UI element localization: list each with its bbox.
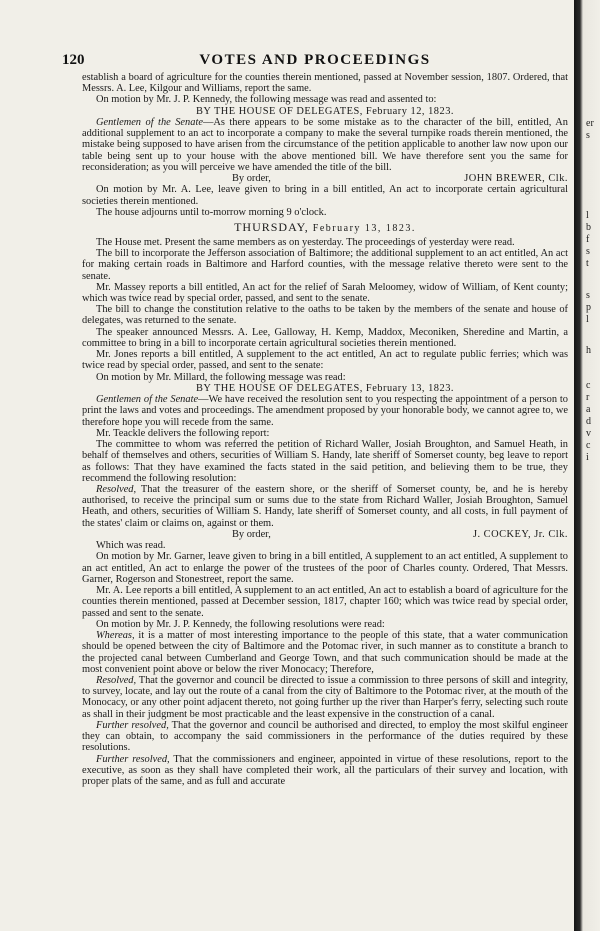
- page-number: 120: [62, 52, 85, 68]
- resolution: [82, 720, 568, 754]
- whereas-label: Whereas,: [96, 630, 135, 642]
- facing-page-fragment: c: [586, 380, 591, 391]
- paragraph: On motion by Mr. Garner, leave given to bring in a bill entitled, A supplement to an act entitled, A supplement to an act entitled, An act to enlarge the power of the trustees of the poor of Charles county. Ordered, That Messrs. Garner, Rogerson and Stonestreet, report the same.: [82, 551, 568, 585]
- resolution-text: That the governor and council be directed to issue a commission to three persons of skill and integrity, to survey, locate, and lay out the route of a canal from the city of Baltimore to the Potomac river, at the mouth of the Monocacy, or any other point adjacent thereto, not going further up the river than Harper's ferry, selecting such route as shall in their judgment be most practicable and the least expensive in the construction of a canal.: [82, 674, 568, 720]
- paragraph: Mr. Jones reports a bill entitled, A supplement to the act entitled, An act to regulate public ferries; which was twice read by special order, passed, and sent to the senate:: [82, 349, 568, 372]
- signature-line: [82, 173, 568, 184]
- signature-line: [82, 529, 568, 540]
- resolution: [82, 484, 568, 529]
- facing-page-fragment: s: [586, 246, 590, 257]
- resolved-label: Resolved,: [96, 484, 137, 495]
- facing-page-edge: [574, 0, 600, 931]
- message-paragraph: [82, 394, 568, 428]
- paragraph: Mr. Teackle delivers the following report:: [96, 427, 270, 439]
- house-heading: BY THE HOUSE OF DELEGATES, February 13, 1823.: [195, 382, 454, 394]
- by-order: By order,: [232, 528, 271, 540]
- resolution-text: That the governor and council be authorised and directed, to employ the most skilful engineer they can obtain, to accompany the said commissioners in the performance of the duties required by these resolutions.: [82, 719, 569, 754]
- house-heading: BY THE HOUSE OF DELEGATES, February 12, 1823.: [195, 105, 454, 117]
- paragraph: On motion by Mr. J. P. Kennedy, the following resolutions were read:: [96, 618, 385, 630]
- clerk-name: J. COCKEY, Jr. Clk.: [472, 528, 568, 540]
- paragraph: On motion by Mr. Millard, the following message was read:: [96, 371, 346, 383]
- facing-page-fragment: l: [586, 314, 589, 325]
- day-heading-date: February 13, 1823.: [312, 223, 416, 235]
- paragraph: The house adjourns until to-morrow morning 9 o'clock.: [96, 206, 327, 218]
- clerk-name: JOHN BREWER, Clk.: [464, 173, 568, 185]
- message-text: —We have received the resolution sent to you respecting the appointment of a person to print the laws and votes and proceedings. The amendment proposed by your honorable body, we cannot agree to, we therefore hope you will recede from the same.: [82, 394, 568, 428]
- paragraph: The speaker announced Messrs. A. Lee, Galloway, H. Kemp, Maddox, Meconiken, Sheredine and Martin, a committee to bring in a bill to incorporate certain agricultural societies therein mentioned.: [82, 326, 568, 349]
- day-heading-weekday: THURSDAY,: [234, 220, 309, 235]
- resolved-label: Resolved,: [96, 674, 137, 686]
- facing-page-fragment: t: [586, 258, 589, 269]
- facing-page-fragment: d: [586, 416, 591, 427]
- paragraph: The bill to change the constitution relative to the oaths to be taken by the members of the senate and house of delegates, was returned to the senate.: [82, 304, 568, 327]
- paragraph: The committee to whom was referred the petition of Richard Waller, Josiah Broughton, and Samuel Heath, in behalf of themselves and others, securities of William S. Handy, late sheriff of Somerset county, beg leave to report as follows: That they have examined the facts stated in the said petition, and believing them to be true, they recommend the following resolution:: [82, 439, 568, 484]
- day-heading: [82, 221, 568, 235]
- facing-page-fragment: v: [586, 428, 591, 439]
- paragraph: Mr. A. Lee reports a bill entitled, A supplement to an act entitled, An act to establish a board of agriculture for the counties therein mentioned, passed at December session, 1817, chapter 160; which was twice read by special order, passed and sent to the senate.: [82, 585, 568, 619]
- paragraph: The House met. Present the same members as on yesterday. The proceedings of yesterday were read.: [96, 236, 515, 248]
- paragraph: On motion by Mr. J. P. Kennedy, the following message was read and assented to:: [96, 94, 437, 106]
- facing-page-fragment: b: [586, 222, 591, 233]
- paragraph: On motion by Mr. A. Lee, leave given to bring in a bill entitled, An act to incorporate certain agricultural societies therein mentioned.: [82, 184, 568, 207]
- salutation: Gentlemen of the Senate: [96, 116, 203, 128]
- facing-page-fragment: p: [586, 302, 591, 313]
- facing-page-fragment: a: [586, 404, 591, 415]
- paragraph: establish a board of agriculture for the counties therein mentioned, passed at November session, 1807. Ordered, that Messrs. A. Lee, Kilgour and Williams, report the same.: [82, 72, 568, 95]
- facing-page-fragment: f: [586, 234, 590, 245]
- running-head: VOTES AND PROCEEDINGS: [199, 52, 431, 68]
- paragraph: Mr. Massey reports a bill entitled, An act for the relief of Sarah Meloomey, widow of William, of Kent county; which was twice read by special order, passed, and sent to the senate.: [82, 281, 568, 305]
- resolution-text: That the treasurer of the eastern shore, or the sheriff of Somerset county, be, and he is hereby authorised, to receive the principal sum or sums due to the state from Richard Waller, Josiah Broughton, Samuel Heath, and others, securities of William S. Handy, late sheriff of Somerset county, and all costs, in full payment of the states' claim or claims on, against or them.: [82, 484, 568, 529]
- resolution: [82, 630, 568, 675]
- page-header: [62, 52, 568, 72]
- facing-page-fragment: l: [586, 210, 589, 221]
- resolution-text: it is a matter of most interesting importance to the people of this state, that a water communication should be opened between the city of Baltimore and the Potomac river, in such manner as to constitute a branch to the projected canal between Cumberland and George Town, and that such communication should be made at the most convenient point above or below the river Monocacy; Therefore,: [82, 630, 568, 675]
- further-resolved-label: Further resolved,: [96, 753, 170, 765]
- salutation: Gentlemen of the Senate: [96, 394, 199, 406]
- resolution: [82, 754, 568, 788]
- facing-page-fragment: r: [586, 392, 590, 403]
- resolution: [82, 675, 568, 720]
- facing-page-fragment: s: [586, 130, 590, 141]
- facing-page-fragment: h: [586, 345, 591, 356]
- paragraph: Which was read.: [96, 540, 166, 552]
- message-text: —As there appears to be some mistake as to the character of the bill, entitled, An additional supplement to an act to incorporate a company to make the several turnpike roads therein mentioned, the mistake being supposed to have arisen from the circumstance of the petition applicable to another law now upon our table being sent up to your house with the above mentioned bill. We have therefore sent you the same for reconsideration; as you will perceive we have amended the title of the bill.: [82, 116, 568, 173]
- resolution-text: That the commissioners and engineer, appointed in virtue of these resolutions, report to the executive, as soon as they shall have completed their work, all the particulars of their survey and location, with proper plats of the same, and as full and accurate: [82, 753, 568, 788]
- further-resolved-label: Further resolved,: [96, 719, 169, 731]
- facing-page-fragment: s: [586, 290, 590, 301]
- facing-page-fragment: er: [586, 118, 594, 129]
- facing-page-fragment: c: [586, 440, 591, 451]
- by-order: By order,: [232, 173, 271, 185]
- message-paragraph: [82, 117, 568, 173]
- body-text: [82, 72, 568, 787]
- facing-page-fragment: i: [586, 452, 589, 463]
- paragraph: The bill to incorporate the Jefferson association of Baltimore; the additional supplement to an act entitled, An act for making certain roads in Baltimore and Harford counties, with the message relative thereto were sent to the senate.: [82, 248, 568, 282]
